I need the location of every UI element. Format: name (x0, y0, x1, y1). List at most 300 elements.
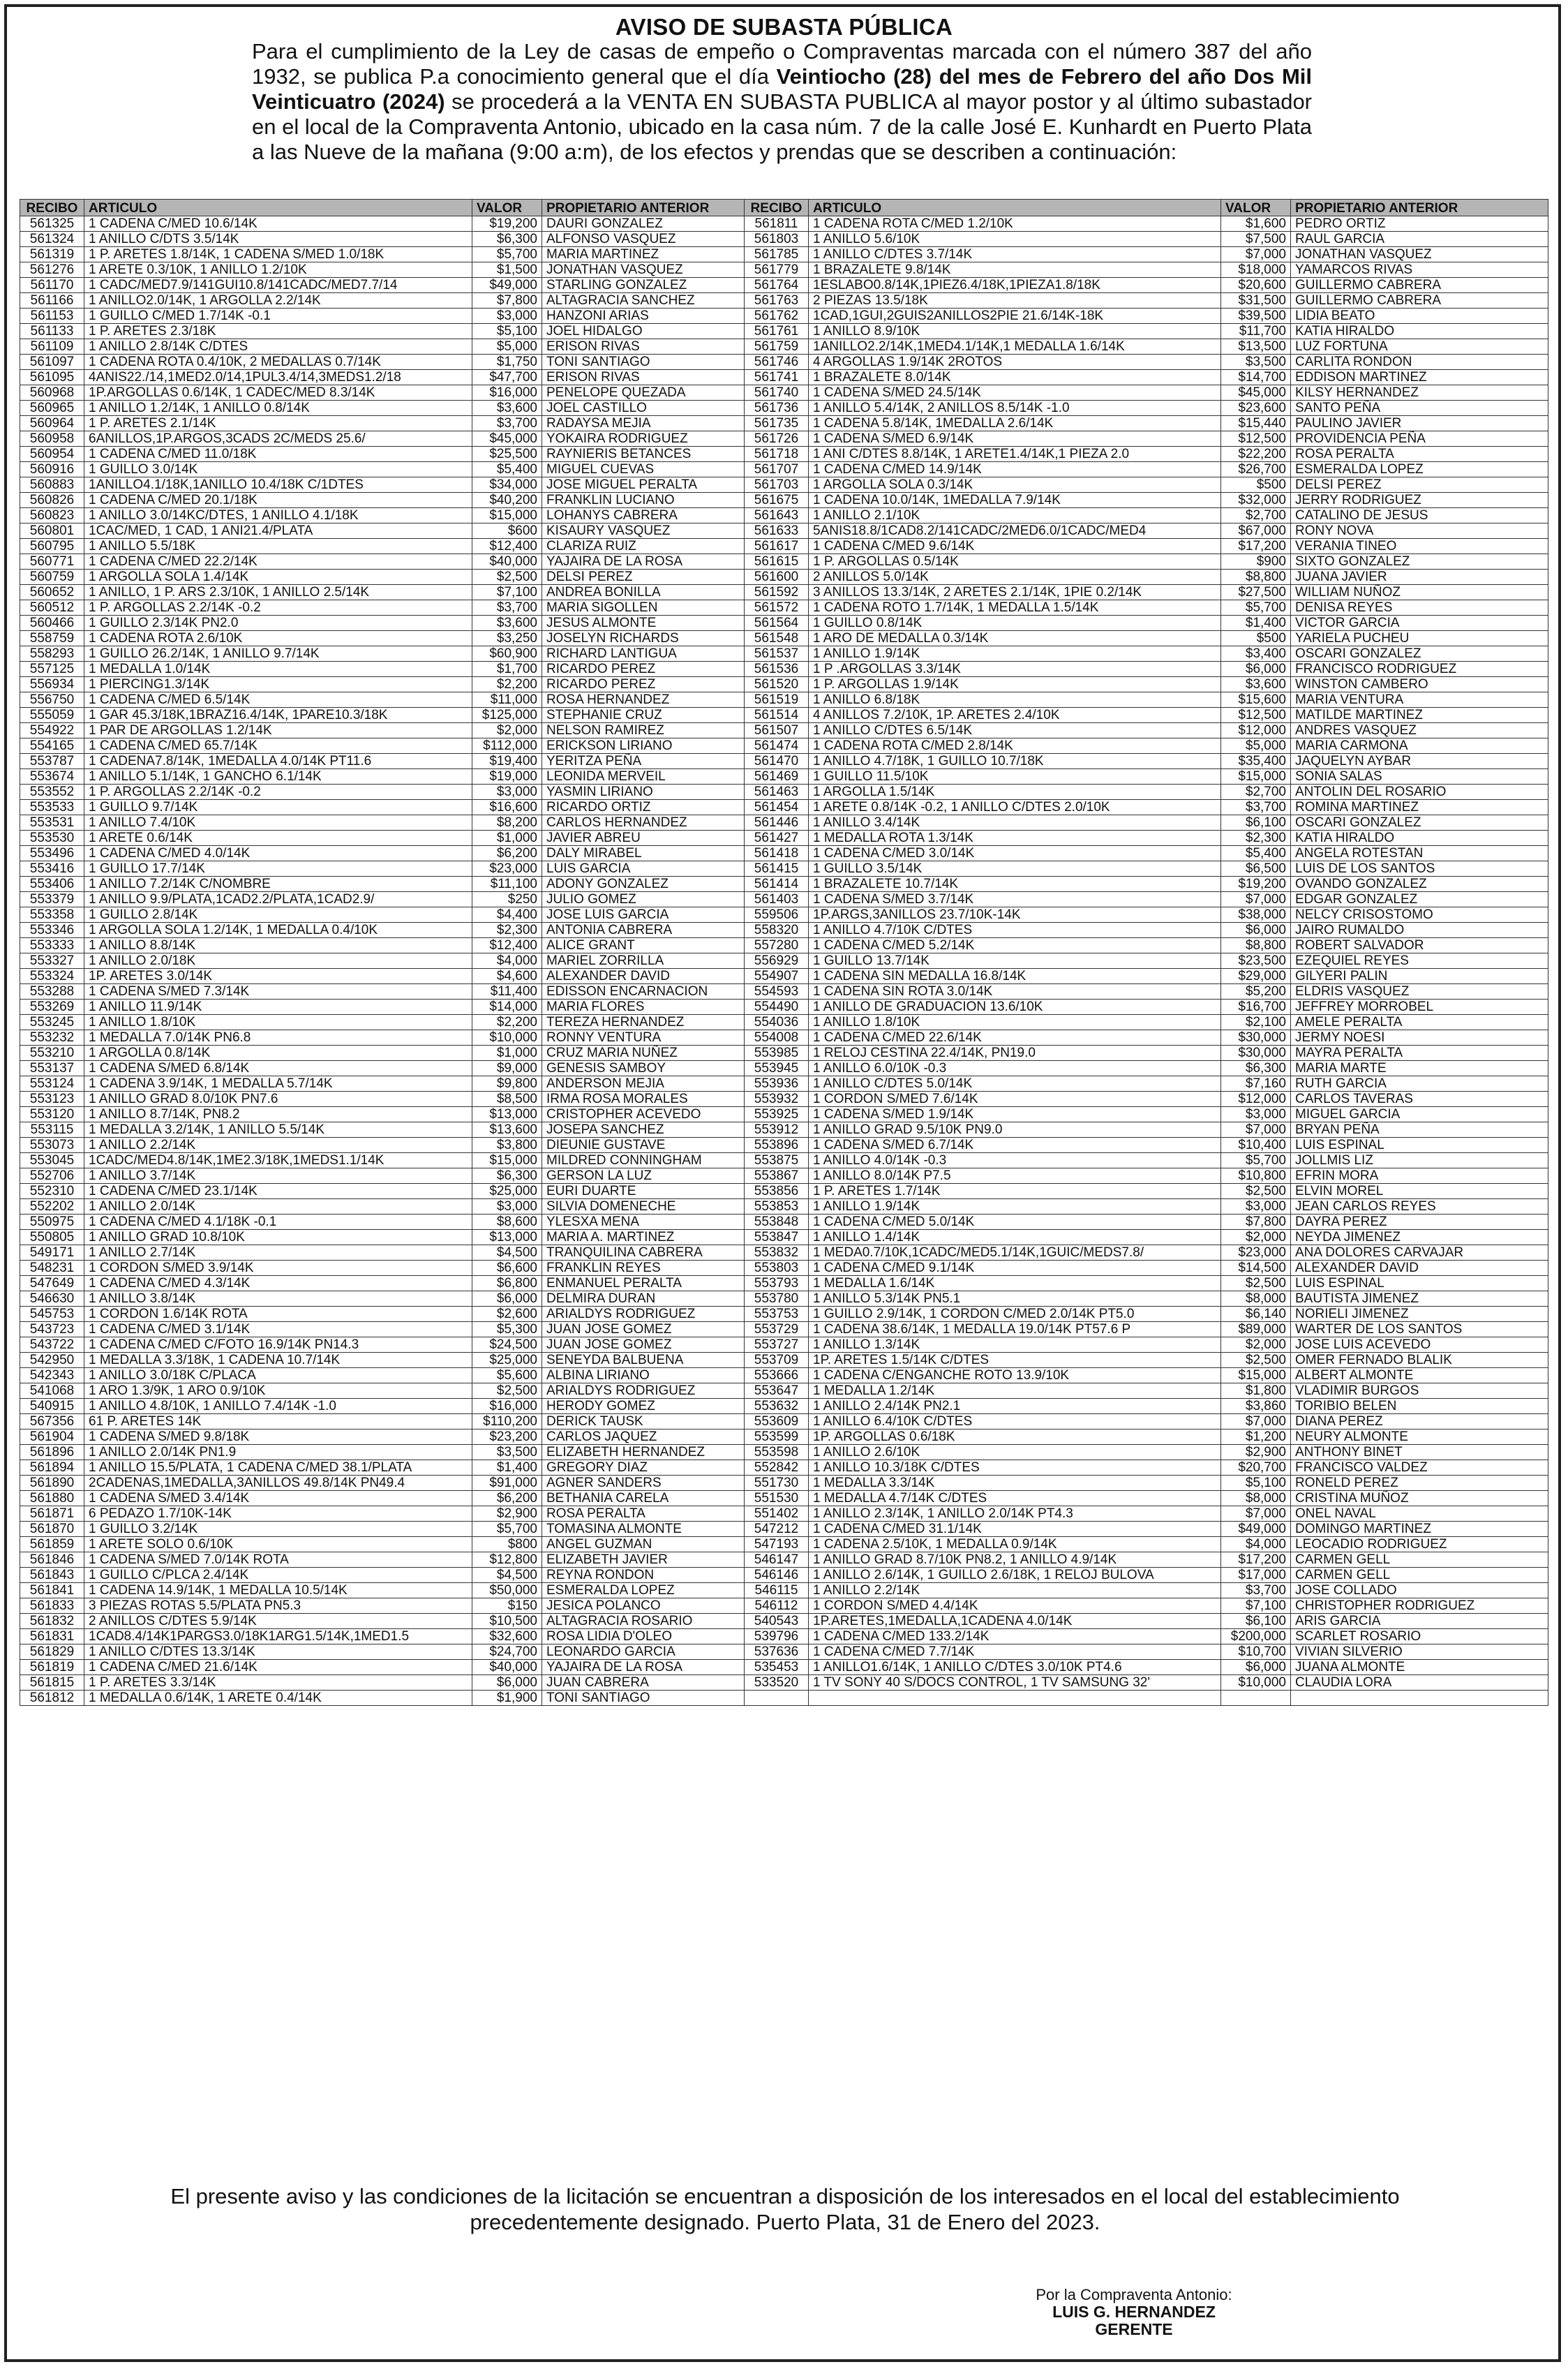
valor-cell: $5,600 (472, 1368, 542, 1383)
valor-cell: $17,200 (1221, 1552, 1291, 1568)
propietario-cell: EDDISON MARTINEZ (1291, 370, 1548, 385)
articulo-cell: 1 CADENA C/MED 3.1/14K (84, 1322, 472, 1337)
articulo-cell: 1 ANILLO 2.0/14K PN1.9 (84, 1445, 472, 1460)
articulo-cell: 1 ARO 1.3/9K, 1 ARO 0.9/10K (84, 1383, 472, 1399)
valor-cell: $7,000 (1221, 1122, 1291, 1138)
table-row (20, 846, 1548, 861)
propietario-cell: MARIA FLORES (542, 1000, 745, 1015)
propietario-cell: ELIZABETH HERNANDEZ (542, 1445, 745, 1460)
recibo-cell: 561170 (20, 278, 84, 293)
recibo-cell: 560916 (20, 462, 84, 477)
table-row (20, 1184, 1548, 1199)
valor-cell: $3,700 (472, 600, 542, 616)
articulo-cell: 1 CORDON S/MED 3.9/14K (84, 1261, 472, 1276)
propietario-cell: ANTHONY BINET (1291, 1445, 1548, 1460)
recibo-cell: 561427 (745, 831, 809, 846)
valor-cell: $2,100 (1221, 1015, 1291, 1030)
valor-cell: $13,000 (472, 1230, 542, 1245)
propietario-cell: MILDRED CONNINGHAM (542, 1153, 745, 1168)
articulo-cell: 1 MEDALLA 3.2/14K, 1 ANILLO 5.5/14K (84, 1122, 472, 1138)
valor-cell: $7,000 (1221, 1414, 1291, 1429)
propietario-cell: ANDERSON MEJIA (542, 1076, 745, 1092)
articulo-cell: 1 ANILLO 5.5/18K (84, 539, 472, 554)
valor-cell: $38,000 (1221, 907, 1291, 923)
articulo-cell: 1 ANILLO, 1 P. ARS 2.3/10K, 1 ANILLO 2.5/14K (84, 585, 472, 600)
recibo-cell: 561469 (745, 769, 809, 785)
recibo-cell: 553803 (745, 1261, 809, 1276)
propietario-cell: JONATHAN VASQUEZ (542, 262, 745, 278)
recibo-cell: 560652 (20, 585, 84, 600)
propietario-cell: DOMINGO MARTINEZ (1291, 1522, 1548, 1537)
propietario-cell: JESUS ALMONTE (542, 616, 745, 631)
recibo-cell: 561564 (745, 616, 809, 631)
valor-cell: $19,000 (472, 769, 542, 785)
propietario-cell: LUIS ESPINAL (1291, 1138, 1548, 1153)
valor-cell: $6,800 (472, 1276, 542, 1291)
propietario-cell: MATILDE MARTINEZ (1291, 708, 1548, 723)
table-row (20, 1122, 1548, 1138)
recibo-cell: 553793 (745, 1276, 809, 1291)
recibo-cell: 535453 (745, 1660, 809, 1675)
recibo-cell: 553598 (745, 1445, 809, 1460)
valor-cell: $7,000 (1221, 892, 1291, 907)
table-row (20, 1460, 1548, 1476)
articulo-cell: 1 MEDALLA 1.2/14K (809, 1383, 1221, 1399)
table-row (20, 232, 1548, 247)
valor-cell: $2,500 (472, 1383, 542, 1399)
recibo-cell: 559506 (745, 907, 809, 923)
valor-cell: $2,500 (1221, 1353, 1291, 1368)
table-row (20, 616, 1548, 631)
recibo-cell: 560771 (20, 554, 84, 570)
articulo-cell: 1 ANILLO 1.8/10K (84, 1015, 472, 1030)
articulo-cell: 1 ANILLO C/DTES 13.3/14K (84, 1644, 472, 1660)
recibo-cell: 553245 (20, 1015, 84, 1030)
valor-cell: $39,500 (1221, 309, 1291, 324)
recibo-cell: 561759 (745, 339, 809, 355)
recibo-cell: 561446 (745, 815, 809, 831)
articulo-cell: 1 P. ARETES 2.1/14K (84, 416, 472, 431)
propietario-cell: TOMASINA ALMONTE (542, 1522, 745, 1537)
articulo-cell: 1 ANILLO 4.7/10K C/DTES (809, 923, 1221, 938)
propietario-cell: KILSY HERNANDEZ (1291, 385, 1548, 401)
propietario-cell: ROSA HERNANDEZ (542, 692, 745, 708)
propietario-cell: CLAUDIA LORA (1291, 1675, 1548, 1691)
propietario-cell: DIANA PEREZ (1291, 1414, 1548, 1429)
valor-cell: $25,000 (472, 1353, 542, 1368)
articulo-cell: 1 CADENA S/MED 24.5/14K (809, 385, 1221, 401)
propietario-cell: DENISA REYES (1291, 600, 1548, 616)
articulo-cell: 1ESLABO0.8/14K,1PIEZ6.4/18K,1PIEZA1.8/18K (809, 278, 1221, 293)
articulo-cell: 2 ANILLOS C/DTES 5.9/14K (84, 1614, 472, 1629)
recibo-cell: 561548 (745, 631, 809, 646)
valor-cell: $2,200 (472, 677, 542, 692)
articulo-cell: 1 CADENA ROTA 2.6/10K (84, 631, 472, 646)
table-row (20, 1629, 1548, 1644)
recibo-cell: 553416 (20, 861, 84, 877)
articulo-cell: 1 CADENA S/MED 7.3/14K (84, 984, 472, 1000)
recibo-cell: 553531 (20, 815, 84, 831)
recibo-cell: 561812 (20, 1691, 84, 1706)
articulo-cell: 1 CADENA S/MED 3.7/14K (809, 892, 1221, 907)
table-row (20, 754, 1548, 769)
table-row (20, 477, 1548, 493)
table-row (20, 1368, 1548, 1383)
table-row (20, 1644, 1548, 1660)
propietario-cell: YAMARCOS RIVAS (1291, 262, 1548, 278)
valor-cell: $250 (472, 892, 542, 907)
table-row (20, 1153, 1548, 1168)
valor-cell: $3,250 (472, 631, 542, 646)
valor-cell: $6,140 (1221, 1307, 1291, 1322)
table-row (20, 262, 1548, 278)
articulo-cell: 1 CADENA7.8/14K, 1MEDALLA 4.0/14K PT11.6 (84, 754, 472, 769)
articulo-cell: 1 CADENA SIN ROTA 3.0/14K (809, 984, 1221, 1000)
recibo-cell: 553753 (745, 1307, 809, 1322)
valor-cell: $9,800 (472, 1076, 542, 1092)
articulo-cell: 1 CADENA ROTA 0.4/10K, 2 MEDALLAS 0.7/14K (84, 355, 472, 370)
recibo-cell: 561572 (745, 600, 809, 616)
valor-cell: $1,400 (1221, 616, 1291, 631)
articulo-cell: 1 GUILLO C/MED 1.7/14K -0.1 (84, 309, 472, 324)
recibo-cell: 549171 (20, 1245, 84, 1261)
articulo-cell: 1 P. ARETES 1.8/14K, 1 CADENA S/MED 1.0/18K (84, 247, 472, 262)
articulo-cell: 1 CADENA C/MED C/FOTO 16.9/14K PN14.3 (84, 1337, 472, 1353)
articulo-cell: 1 ANILLO 3.0/18K C/PLACA (84, 1368, 472, 1383)
propietario-cell: JOSE LUIS ACEVEDO (1291, 1337, 1548, 1353)
table-row (20, 815, 1548, 831)
recibo-cell: 553847 (745, 1230, 809, 1245)
valor-cell: $11,000 (472, 692, 542, 708)
header-propietario: PROPIETARIO ANTERIOR (542, 200, 745, 216)
propietario-cell: CARMEN GELL (1291, 1552, 1548, 1568)
recibo-cell: 545753 (20, 1307, 84, 1322)
recibo-cell: 551730 (745, 1476, 809, 1491)
recibo-cell: 553912 (745, 1122, 809, 1138)
recibo-cell: 561414 (745, 877, 809, 892)
propietario-cell: ANGEL GUZMAN (542, 1537, 745, 1552)
table-row (20, 539, 1548, 554)
table-row (20, 1691, 1548, 1706)
valor-cell: $19,400 (472, 754, 542, 769)
valor-cell: $6,000 (1221, 662, 1291, 677)
propietario-cell: JAIRO RUMALDO (1291, 923, 1548, 938)
propietario-cell: VLADIMIR BURGOS (1291, 1383, 1548, 1399)
valor-cell: $12,800 (472, 1552, 542, 1568)
table-row (20, 692, 1548, 708)
articulo-cell: 1 CADENA S/MED 6.8/14K (84, 1061, 472, 1076)
recibo-cell: 553666 (745, 1368, 809, 1383)
valor-cell: $5,700 (472, 1522, 542, 1537)
recibo-cell: 560883 (20, 477, 84, 493)
recibo-cell: 548231 (20, 1261, 84, 1276)
recibo-cell: 567356 (20, 1414, 84, 1429)
signature-role: GERENTE (1095, 2320, 1173, 2338)
propietario-cell: SILVIA DOMENECHE (542, 1199, 745, 1215)
articulo-cell: 1 ANILLO 11.9/14K (84, 1000, 472, 1015)
recibo-cell (745, 1691, 809, 1706)
propietario-cell: AGNER SANDERS (542, 1476, 745, 1491)
recibo-cell: 553848 (745, 1215, 809, 1230)
articulo-cell: 1 CADENA C/MED 9.6/14K (809, 539, 1221, 554)
valor-cell: $24,700 (472, 1644, 542, 1660)
articulo-cell: 1 ANILLO 9.9/PLATA,1CAD2.2/PLATA,1CAD2.9/ (84, 892, 472, 907)
articulo-cell: 1 ARETE 0.8/14K -0.2, 1 ANILLO C/DTES 2.0/10K (809, 800, 1221, 815)
valor-cell: $5,400 (472, 462, 542, 477)
recibo-cell: 553530 (20, 831, 84, 846)
propietario-cell: ARIALDYS RODRIGUEZ (542, 1383, 745, 1399)
articulo-cell: 1 ANILLO 2.8/14K C/DTES (84, 339, 472, 355)
recibo-cell: 554593 (745, 984, 809, 1000)
valor-cell: $34,000 (472, 477, 542, 493)
recibo-cell: 557125 (20, 662, 84, 677)
propietario-cell: ROMINA MARTINEZ (1291, 800, 1548, 815)
valor-cell: $6,500 (1221, 861, 1291, 877)
propietario-cell: CARLOS TAVERAS (1291, 1092, 1548, 1107)
recibo-cell: 546112 (745, 1598, 809, 1614)
propietario-cell: RAYNIERIS BETANCES (542, 447, 745, 462)
table-row (20, 370, 1548, 385)
articulo-cell: 4 ARGOLLAS 1.9/14K 2ROTOS (809, 355, 1221, 370)
articulo-cell: 1 CADC/MED7.9/141GUI10.8/141CADC/MED7.7/14 (84, 278, 472, 293)
propietario-cell: CHRISTOPHER RODRIGUEZ (1291, 1598, 1548, 1614)
recibo-cell: 553599 (745, 1429, 809, 1445)
recibo-cell: 546147 (745, 1552, 809, 1568)
propietario-cell: TONI SANTIAGO (542, 355, 745, 370)
table-row (20, 953, 1548, 969)
articulo-cell: 1 ANILLO 2.1/10K (809, 508, 1221, 523)
recibo-cell: 561831 (20, 1629, 84, 1644)
articulo-cell: 1 ANILLO 5.3/14K PN5.1 (809, 1291, 1221, 1307)
articulo-cell: 1 CADENA S/MED 7.0/14K ROTA (84, 1552, 472, 1568)
table-row (20, 1307, 1548, 1322)
articulo-cell: 1 P. ARETES 2.3/18K (84, 324, 472, 339)
propietario-cell: YARIELA PUCHEU (1291, 631, 1548, 646)
propietario-cell: ELVIN MOREL (1291, 1184, 1548, 1199)
recibo-cell: 556934 (20, 677, 84, 692)
articulo-cell: 1 ANILLO 2.4/14K PN2.1 (809, 1399, 1221, 1414)
articulo-cell: 1 ANILLO DE GRADUACION 13.6/10K (809, 1000, 1221, 1015)
table-row (20, 1383, 1548, 1399)
table-row (20, 385, 1548, 401)
propietario-cell: RONNY VENTURA (542, 1030, 745, 1046)
recibo-cell: 533520 (745, 1675, 809, 1691)
propietario-cell: LUIS GARCIA (542, 861, 745, 877)
table-row (20, 1491, 1548, 1506)
valor-cell: $1,200 (1221, 1429, 1291, 1445)
valor-cell: $5,700 (472, 247, 542, 262)
articulo-cell: 1 CADENA 14.9/14K, 1 MEDALLA 10.5/14K (84, 1583, 472, 1598)
recibo-cell: 553936 (745, 1076, 809, 1092)
table-row (20, 877, 1548, 892)
articulo-cell: 1 CADENA C/MED 65.7/14K (84, 738, 472, 754)
recibo-cell: 560958 (20, 431, 84, 447)
recibo-cell: 553288 (20, 984, 84, 1000)
articulo-cell: 1 ANILLO 8.8/14K (84, 938, 472, 953)
valor-cell: $500 (1221, 631, 1291, 646)
valor-cell: $4,600 (472, 969, 542, 984)
propietario-cell: CARLOS JAQUEZ (542, 1429, 745, 1445)
propietario-cell: BRYAN PEÑA (1291, 1122, 1548, 1138)
table-row (20, 431, 1548, 447)
propietario-cell: TEREZA HERNANDEZ (542, 1015, 745, 1030)
valor-cell: $2,700 (1221, 785, 1291, 800)
propietario-cell: LEOCADIO RODRIGUEZ (1291, 1537, 1548, 1552)
table-row (20, 800, 1548, 815)
propietario-cell: ALTAGRACIA ROSARIO (542, 1614, 745, 1629)
valor-cell: $3,600 (472, 616, 542, 631)
valor-cell: $23,000 (1221, 1245, 1291, 1261)
valor-cell: $16,000 (472, 1399, 542, 1414)
valor-cell: $11,700 (1221, 324, 1291, 339)
propietario-cell (1291, 1691, 1548, 1706)
valor-cell: $89,000 (1221, 1322, 1291, 1337)
recibo-cell: 539796 (745, 1629, 809, 1644)
articulo-cell: 1 TV SONY 40 S/DOCS CONTROL, 1 TV SAMSUNG 32' (809, 1675, 1221, 1691)
articulo-cell: 1 GUILLO 9.7/14K (84, 800, 472, 815)
propietario-cell: ANA DOLORES CARVAJAR (1291, 1245, 1548, 1261)
recibo-cell: 561815 (20, 1675, 84, 1691)
articulo-cell: 1 CORDON 1.6/14K ROTA (84, 1307, 472, 1322)
valor-cell: $3,600 (472, 401, 542, 416)
valor-cell: $29,000 (1221, 969, 1291, 984)
propietario-cell: OSCARI GONZALEZ (1291, 815, 1548, 831)
recibo-cell: 553867 (745, 1168, 809, 1184)
recibo-cell: 537636 (745, 1644, 809, 1660)
articulo-cell: 1 ARETE SOLO 0.6/10K (84, 1537, 472, 1552)
articulo-cell: 2CADENAS,1MEDALLA,3ANILLOS 49.8/14K PN49.4 (84, 1476, 472, 1491)
valor-cell: $2,300 (472, 923, 542, 938)
valor-cell: $1,750 (472, 355, 542, 370)
propietario-cell: FRANKLIN REYES (542, 1261, 745, 1276)
recibo-cell: 553853 (745, 1199, 809, 1215)
propietario-cell: RICARDO ORTIZ (542, 800, 745, 815)
recibo-cell: 553709 (745, 1353, 809, 1368)
propietario-cell: DAYRA PEREZ (1291, 1215, 1548, 1230)
propietario-cell: EZEQUIEL REYES (1291, 953, 1548, 969)
valor-cell: $7,500 (1221, 232, 1291, 247)
valor-cell: $91,000 (472, 1476, 542, 1491)
propietario-cell: SIXTO GONZALEZ (1291, 554, 1548, 570)
propietario-cell: PEDRO ORTIZ (1291, 216, 1548, 232)
recibo-cell: 561418 (745, 846, 809, 861)
recibo-cell: 553045 (20, 1153, 84, 1168)
articulo-cell: 1 ARGOLLA SOLA 0.3/14K (809, 477, 1221, 493)
valor-cell: $15,440 (1221, 416, 1291, 431)
propietario-cell: ADONY GONZALEZ (542, 877, 745, 892)
valor-cell: $7,800 (1221, 1215, 1291, 1230)
valor-cell: $24,500 (472, 1337, 542, 1353)
table-row (20, 646, 1548, 662)
valor-cell: $4,000 (1221, 1537, 1291, 1552)
recibo-cell: 560964 (20, 416, 84, 431)
articulo-cell: 4ANIS22./14,1MED2.0/14,1PUL3.4/14,3MEDS1.2/18 (84, 370, 472, 385)
valor-cell: $200,000 (1221, 1629, 1291, 1644)
valor-cell: $19,200 (472, 216, 542, 232)
propietario-cell: ERISON RIVAS (542, 339, 745, 355)
propietario-cell: RICHARD LANTIGUA (542, 646, 745, 662)
table-row (20, 1429, 1548, 1445)
signature-block (1019, 2286, 1249, 2338)
propietario-cell: PAULINO JAVIER (1291, 416, 1548, 431)
recibo-cell: 553609 (745, 1414, 809, 1429)
recibo-cell: 561415 (745, 861, 809, 877)
articulo-cell: 1 MEDALLA 0.6/14K, 1 ARETE 0.4/14K (84, 1691, 472, 1706)
recibo-cell: 561803 (745, 232, 809, 247)
valor-cell: $1,400 (472, 1460, 542, 1476)
propietario-cell: OSCARI GONZALEZ (1291, 646, 1548, 662)
articulo-cell: 1CAC/MED, 1 CAD, 1 ANI21.4/PLATA (84, 523, 472, 539)
articulo-cell: 1 ANILLO 8.0/14K P7.5 (809, 1168, 1221, 1184)
table-row (20, 769, 1548, 785)
valor-cell: $12,400 (472, 539, 542, 554)
articulo-cell: 1 CADENA C/MED 5.0/14K (809, 1215, 1221, 1230)
intro-text-1: Para el cumplimiento de la Ley de casas de empeño o Compraventas marcada con el número 387 del año 1932, se publica P.a conocimiento general que el día (252, 39, 1312, 89)
table-row (20, 1245, 1548, 1261)
propietario-cell: BAUTISTA JIMENEZ (1291, 1291, 1548, 1307)
recibo-cell: 553674 (20, 769, 84, 785)
valor-cell: $3,860 (1221, 1399, 1291, 1414)
valor-cell: $5,200 (1221, 984, 1291, 1000)
articulo-cell: 1P.ARGOLLAS 0.6/14K, 1 CADEC/MED 8.3/14K (84, 385, 472, 401)
table-row (20, 523, 1548, 539)
recibo-cell: 561276 (20, 262, 84, 278)
valor-cell: $7,100 (1221, 1598, 1291, 1614)
recibo-cell: 561600 (745, 570, 809, 585)
valor-cell: $6,000 (1221, 923, 1291, 938)
propietario-cell: MARIEL ZORRILLA (542, 953, 745, 969)
articulo-cell: 1 CADENA C/MED 4.1/18K -0.1 (84, 1215, 472, 1230)
valor-cell: $2,600 (472, 1307, 542, 1322)
propietario-cell: MARIA MARTE (1291, 1061, 1548, 1076)
articulo-cell: 1 ANILLO 2.6/10K (809, 1445, 1221, 1460)
articulo-cell: 1 P. ARETES 1.7/14K (809, 1184, 1221, 1199)
articulo-cell: 1 CORDON S/MED 7.6/14K (809, 1092, 1221, 1107)
articulo-cell: 1 GUILLO 2.8/14K (84, 907, 472, 923)
signature-name: LUIS G. HERNANDEZ (1052, 2303, 1216, 2321)
articulo-cell: 1 CADENA ROTA C/MED 2.8/14K (809, 738, 1221, 754)
propietario-cell: ROBERT SALVADOR (1291, 938, 1548, 953)
table-row (20, 1015, 1548, 1030)
valor-cell: $10,700 (1221, 1644, 1291, 1660)
valor-cell: $6,100 (1221, 815, 1291, 831)
articulo-cell: 1 ANILLO 15.5/PLATA, 1 CADENA C/MED 38.1/PLATA (84, 1460, 472, 1476)
valor-cell: $45,000 (472, 431, 542, 447)
table-row (20, 1476, 1548, 1491)
table-row (20, 1614, 1548, 1629)
valor-cell: $4,500 (472, 1245, 542, 1261)
valor-cell: $2,700 (1221, 508, 1291, 523)
valor-cell: $1,900 (472, 1691, 542, 1706)
recibo-cell: 553832 (745, 1245, 809, 1261)
articulo-cell: 1 ANILLO 2.7/14K (84, 1245, 472, 1261)
valor-cell: $17,000 (1221, 1568, 1291, 1583)
recibo-cell: 561615 (745, 554, 809, 570)
recibo-cell: 542343 (20, 1368, 84, 1383)
propietario-cell: JUANA ALMONTE (1291, 1660, 1548, 1675)
recibo-cell: 561896 (20, 1445, 84, 1460)
articulo-cell: 1 ANILLO 1.9/14K (809, 646, 1221, 662)
recibo-cell: 560512 (20, 600, 84, 616)
articulo-cell (809, 1691, 1221, 1706)
table-row (20, 324, 1548, 339)
recibo-cell: 553729 (745, 1322, 809, 1337)
propietario-cell: SENEYDA BALBUENA (542, 1353, 745, 1368)
articulo-cell: 1 PAR DE ARGOLLAS 1.2/14K (84, 723, 472, 738)
propietario-cell: LOHANYS CABRERA (542, 508, 745, 523)
articulo-cell: 1 ANILLO 6.4/10K C/DTES (809, 1414, 1221, 1429)
propietario-cell: NORIELI JIMENEZ (1291, 1307, 1548, 1322)
